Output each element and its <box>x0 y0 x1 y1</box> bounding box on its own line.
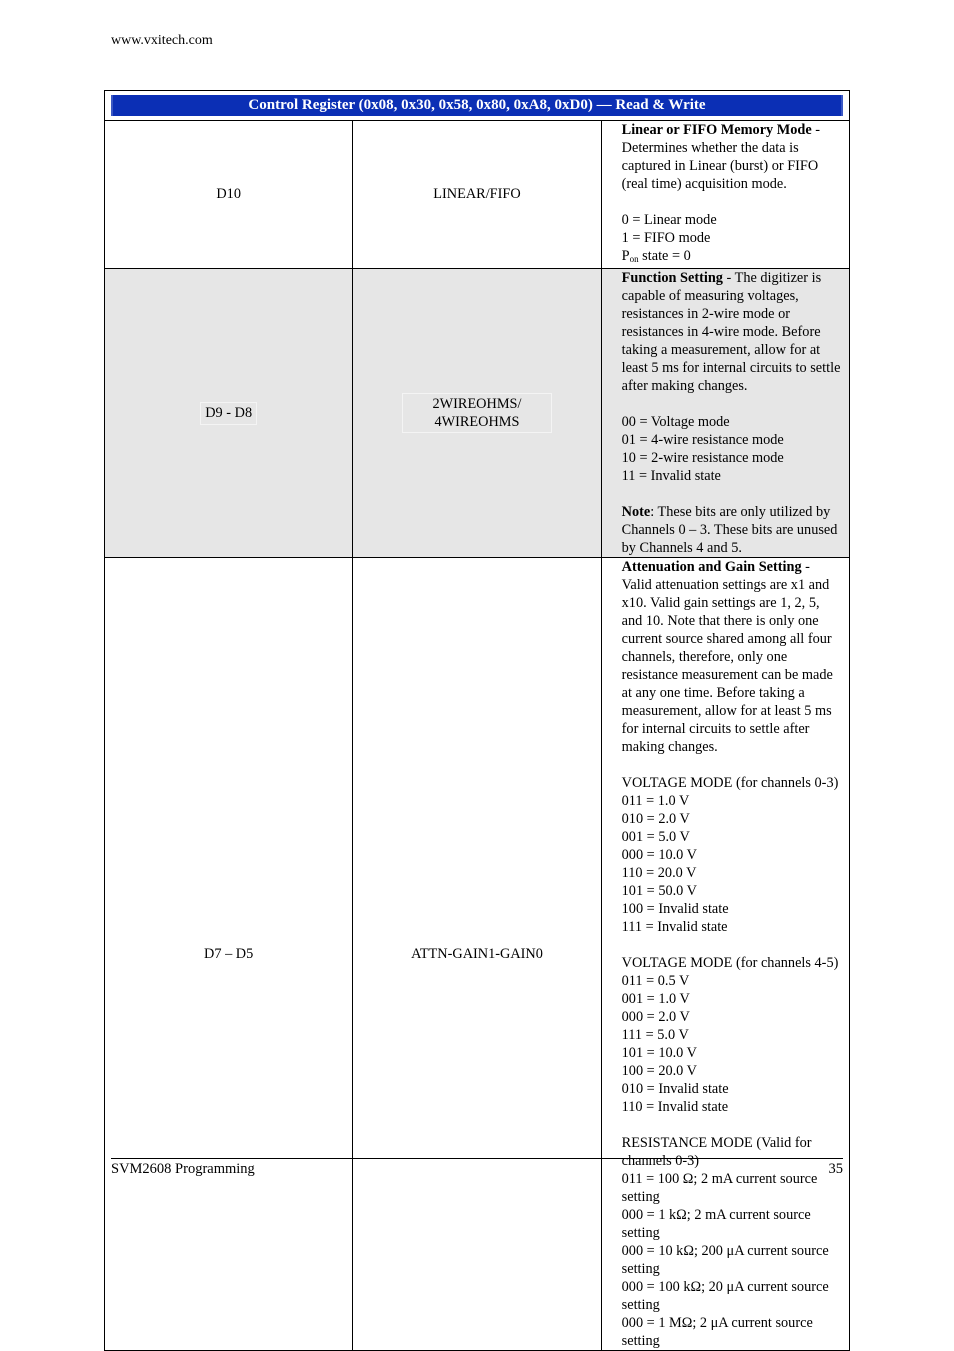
option-line: 11 = Invalid state <box>621 468 721 484</box>
bits-label: D9 - D8 <box>200 402 257 425</box>
page-number: 35 <box>828 1161 843 1177</box>
option-line: 010 = 2.0 V <box>621 811 690 827</box>
footer-divider <box>111 1158 843 1159</box>
field-name-cell: ATTN-GAIN1-GAIN0 <box>353 558 601 1351</box>
note-text: : These bits are only utilized by Channels 0 – 3. These bits are unused by Channels 4 and 5. <box>621 504 838 556</box>
option-line: 001 = 1.0 V <box>621 991 690 1007</box>
option-line: 110 = Invalid state <box>621 1099 729 1115</box>
option-line: 100 = 20.0 V <box>621 1063 697 1079</box>
group-title: VOLTAGE MODE (for channels 4-5) <box>621 955 839 971</box>
option-line: 110 = 20.0 V <box>621 865 697 881</box>
option-line: 000 = 2.0 V <box>621 1009 690 1025</box>
group-title: RESISTANCE MODE (Valid for channels 0-3) <box>621 1135 812 1169</box>
power-on-state: $P_{on}$ state = 0 <box>621 248 691 264</box>
header-url: www.vxitech.com <box>111 33 213 48</box>
bits-cell: D7 – D5 <box>105 558 353 1351</box>
description-text: - Valid attenuation settings are x1 and x10. Valid gain settings are 1, 2, 5, and 10. Note that there is only one current source shared among all four channels, therefore, only one resistance measurement can be made at any one time. Before taking a measurement, allow for at least 5 ms for internal circuits to settle after making changes. <box>621 559 833 755</box>
description-paragraph <box>622 558 841 756</box>
bits-cell: D10 <box>105 121 353 269</box>
option-line: 011 = 1.0 V <box>621 793 690 809</box>
footer-title: SVM2608 Programming <box>111 1161 255 1177</box>
table-row <box>105 558 850 1351</box>
option-line: 011 = 0.5 V <box>621 973 690 989</box>
field-name: 2WIREOHMS/ 4WIREOHMS <box>402 393 552 433</box>
field-name-cell: LINEAR/FIFO <box>353 121 601 269</box>
option-line: 001 = 5.0 V <box>621 829 690 845</box>
table-title: Control Register (0x08, 0x30, 0x58, 0x80, 0xA8, 0xD0) — Read & Write <box>111 95 843 116</box>
description-cell <box>601 558 849 1351</box>
description-heading: Linear or FIFO Memory Mode <box>621 122 812 138</box>
description-text: - The digitizer is capable of measuring voltages, resistances in 2-wire mode or resistances in 4-wire mode. Before taking a measurement, allow for at least 5 ms for internal circuits to settle after making changes. <box>621 270 841 394</box>
option-line: 00 = Voltage mode <box>621 414 730 430</box>
description-heading: Attenuation and Gain Setting <box>621 559 802 575</box>
option-line: 111 = Invalid state <box>621 919 728 935</box>
field-name-cell <box>353 269 601 558</box>
option-line: 000 = 100 kΩ; 20 μA current source setting <box>621 1279 829 1313</box>
note-paragraph <box>622 503 841 557</box>
option-line: 000 = 10.0 V <box>621 847 697 863</box>
note-label: Note <box>621 504 651 520</box>
bits-cell <box>105 269 353 558</box>
table-row <box>105 269 850 558</box>
description-cell <box>601 269 849 558</box>
option-line: 010 = Invalid state <box>621 1081 729 1097</box>
description-paragraph <box>622 269 841 395</box>
table-title-cell <box>105 91 850 121</box>
option-line: 01 = 4-wire resistance mode <box>621 432 784 448</box>
option-line: 1 = FIFO mode <box>621 230 711 246</box>
option-line: 10 = 2-wire resistance mode <box>621 450 784 466</box>
option-line: 000 = 1 kΩ; 2 mA current source setting <box>621 1207 811 1241</box>
option-line: 101 = 10.0 V <box>621 1045 697 1061</box>
option-line: 0 = Linear mode <box>621 212 717 228</box>
description-heading: Function Setting <box>621 270 723 286</box>
table-row <box>105 121 850 269</box>
option-line: 000 = 1 MΩ; 2 μA current source setting <box>621 1315 813 1349</box>
option-line: 011 = 100 Ω; 2 mA current source setting <box>621 1171 818 1205</box>
option-line: 111 = 5.0 V <box>621 1027 689 1043</box>
option-line: 101 = 50.0 V <box>621 883 697 899</box>
description-paragraph <box>622 121 841 193</box>
option-line: 100 = Invalid state <box>621 901 729 917</box>
description-cell <box>601 121 849 269</box>
description-text: - Determines whether the data is captured in Linear (burst) or FIFO (real time) acquisition mode. <box>621 122 821 192</box>
group-title: VOLTAGE MODE (for channels 0-3) <box>621 775 839 791</box>
option-line: 000 = 10 kΩ; 200 μA current source setting <box>621 1243 829 1277</box>
